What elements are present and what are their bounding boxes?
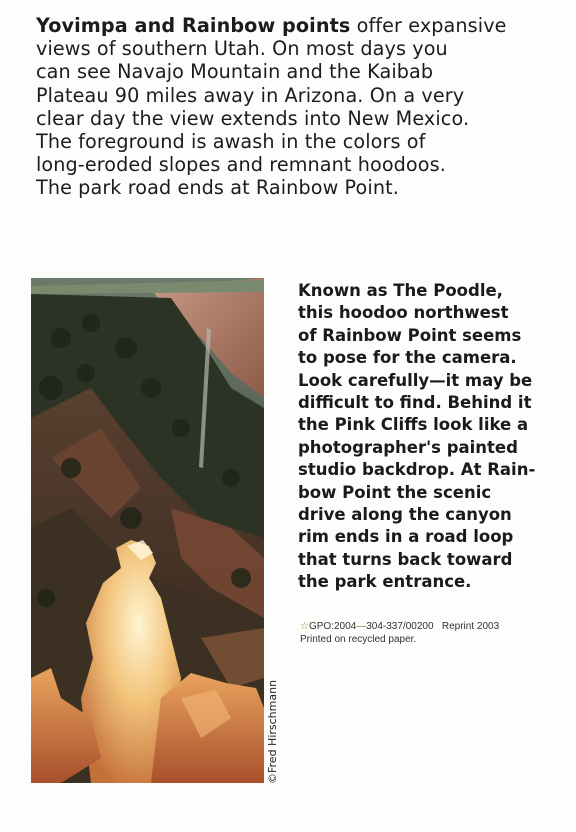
gpo-prefix: GPO:2004 bbox=[308, 621, 357, 632]
intro-line: can see Navajo Mountain and the Kaibab bbox=[36, 60, 434, 84]
intro-line: The foreground is awash in the colors of bbox=[36, 130, 426, 154]
gpo-dash: — bbox=[356, 621, 367, 632]
star-icon: ☆ bbox=[300, 621, 309, 632]
caption-line: rim ends in a road loop bbox=[298, 527, 514, 547]
caption-line: that turns back toward bbox=[298, 549, 513, 569]
caption-line: the park entrance. bbox=[298, 572, 472, 592]
intro-line: long-eroded slopes and remnant hoodoos. bbox=[36, 153, 446, 177]
caption-line: Look carefully—it may be bbox=[298, 370, 533, 390]
print-info bbox=[300, 620, 499, 646]
intro-line: views of southern Utah. On most days you bbox=[36, 37, 448, 61]
caption-line: of Rainbow Point seems bbox=[298, 325, 522, 345]
caption-line: photographer's painted bbox=[298, 437, 518, 457]
poodle-hoodoo-photo bbox=[31, 278, 264, 783]
photo-caption bbox=[298, 280, 548, 594]
intro-paragraph bbox=[36, 14, 556, 200]
intro-line: The park road ends at Rainbow Point. bbox=[36, 176, 399, 200]
intro-line: clear day the view extends into New Mexico. bbox=[36, 106, 470, 130]
caption-line: the Pink Cliffs look like a bbox=[298, 415, 529, 435]
intro-line: Plateau 90 miles away in Arizona. On a very bbox=[36, 83, 465, 107]
gpo-line bbox=[300, 620, 499, 633]
caption-line: bow Point the scenic bbox=[298, 482, 492, 502]
gpo-suffix: 304-337/00200 bbox=[366, 621, 434, 632]
recycled-note: Printed on recycled paper. bbox=[300, 634, 417, 645]
caption-line: Known as The Poodle, bbox=[298, 281, 503, 300]
caption-line: studio backdrop. At Rain- bbox=[298, 460, 536, 480]
photo-illustration bbox=[31, 278, 264, 783]
caption-line: to pose for the camera. bbox=[298, 348, 517, 368]
intro-line: offer expansive bbox=[350, 14, 507, 37]
caption-line: drive along the canyon bbox=[298, 505, 512, 525]
reprint-note: Reprint 2003 bbox=[441, 621, 500, 632]
caption-line: this hoodoo northwest bbox=[298, 303, 509, 323]
intro-lead: Yovimpa and Rainbow points bbox=[36, 14, 351, 37]
photo-credit: ©Fred Hirschmann bbox=[266, 679, 279, 784]
caption-line: difficult to find. Behind it bbox=[298, 393, 532, 413]
